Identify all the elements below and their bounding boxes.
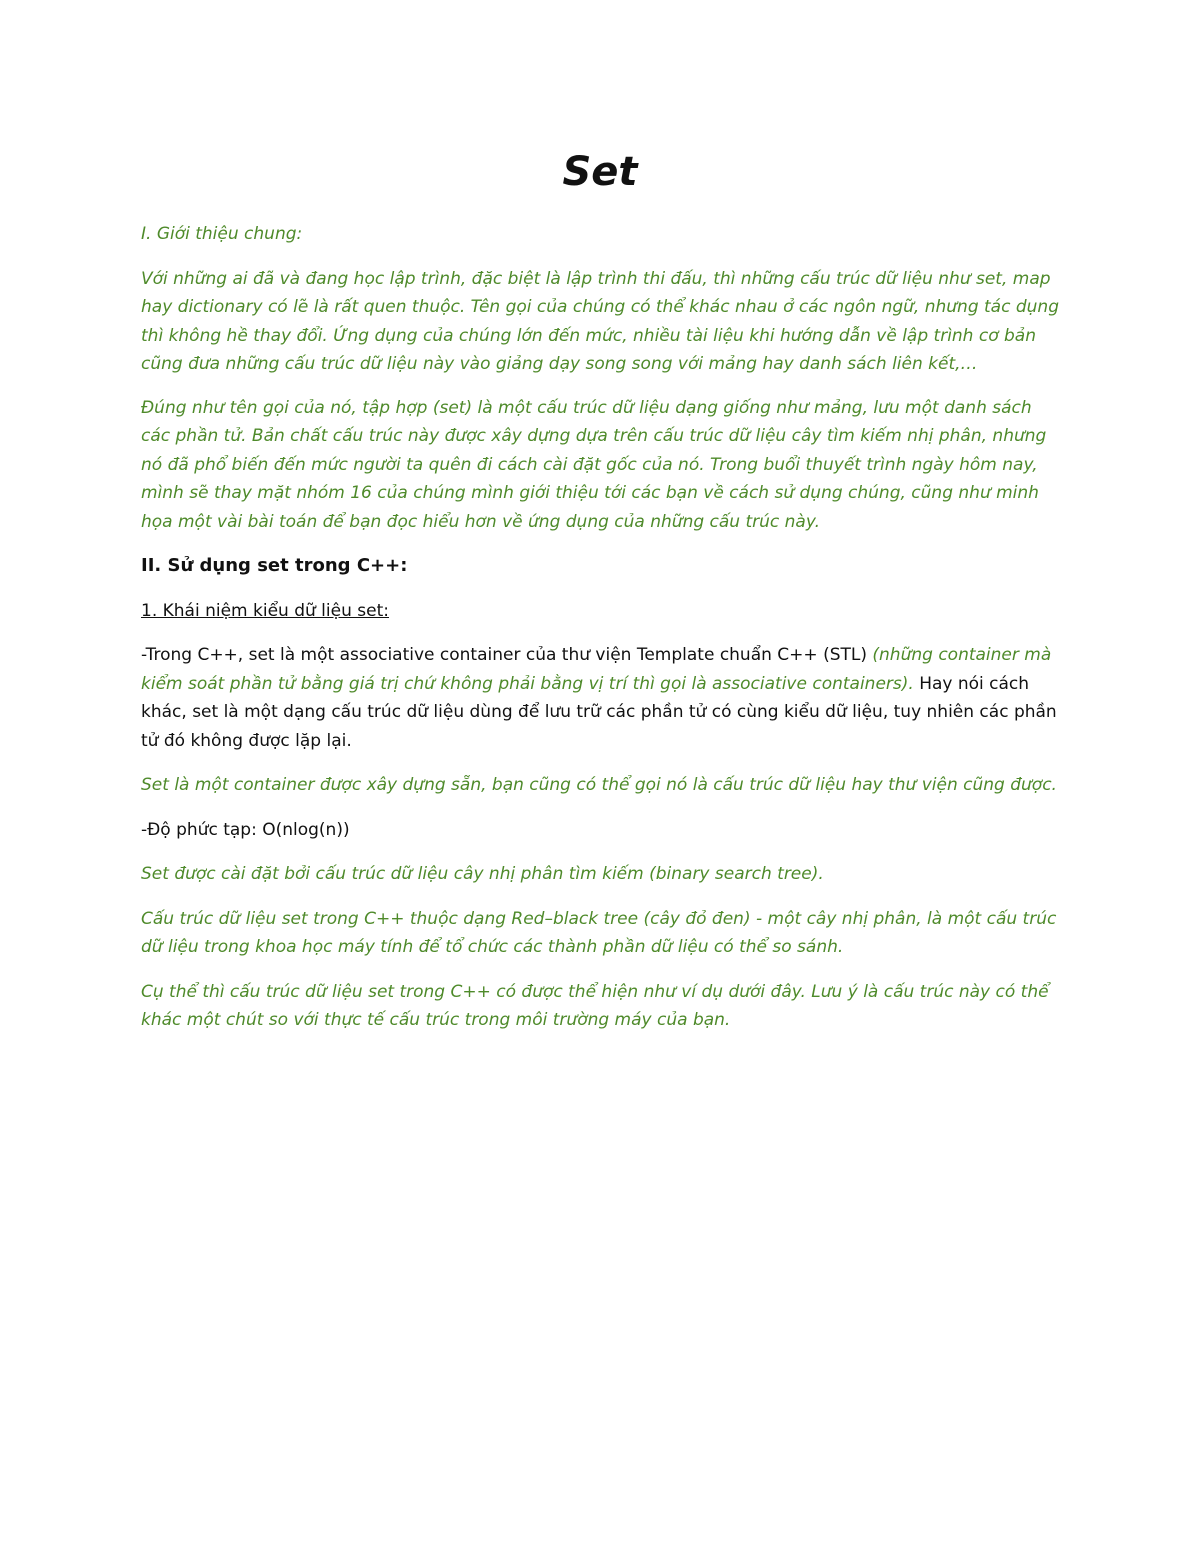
definition-text-2: (những container mà kiểm soát phần tử bằng giá trị chứ không phải bằng vị trí thì gọi là associative containers). bbox=[141, 645, 1052, 694]
definition-text-3: Hay nói cách khác, set là một dạng cấu trúc dữ liệu dùng để lưu trữ các phần tử có cùng kiểu dữ liệu, tuy nhiên các phần tử đó không được lặp lại. bbox=[141, 673, 1057, 751]
section-1-heading: I. Giới thiệu chung: bbox=[141, 224, 303, 244]
note-bst: Set được cài đặt bởi cấu trúc dữ liệu cây nhị phân tìm kiếm (binary search tree). bbox=[141, 864, 824, 884]
definition-paragraph bbox=[141, 641, 1059, 755]
subsection-1-heading: 1. Khái niệm kiểu dữ liệu set: bbox=[141, 600, 389, 621]
note-red-black-tree: Cấu trúc dữ liệu set trong C++ thuộc dạng Red–black tree (cây đỏ đen) - một cây nhị phân, là một cấu trúc dữ liệu trong khoa học máy tính để tổ chức các thành phần dữ liệu có thể so sánh. bbox=[141, 908, 1057, 957]
document-title: Set bbox=[562, 149, 638, 195]
note-example: Cụ thể thì cấu trúc dữ liệu set trong C++ có được thể hiện như ví dụ dưới đây. Lưu ý là cấu trúc này có thể khác một chút so với thực tế cấu trúc trong môi trường máy của bạn. bbox=[141, 981, 1049, 1030]
note-container: Set là một container được xây dựng sẵn, bạn cũng có thể gọi nó là cấu trúc dữ liệu hay thư viện cũng được. bbox=[141, 775, 1057, 795]
definition-text-1: -Trong C++, set là một associative container của thư viện Template chuẩn C++ (STL) bbox=[141, 645, 873, 665]
document-body bbox=[141, 220, 1059, 1035]
complexity-line: -Độ phức tạp: O(nlog(n)) bbox=[141, 819, 350, 840]
section-2-heading: II. Sử dụng set trong C++: bbox=[141, 555, 408, 576]
intro-paragraph-1: Với những ai đã và đang học lập trình, đặc biệt là lập trình thi đấu, thì những cấu trúc dữ liệu như set, map hay dictionary có lẽ là rất quen thuộc. Tên gọi của chúng có thể khác nhau ở các ngôn ngữ, nhưng tác dụng thì không hề thay đổi. Ứng dụng của chúng lớn đến mức, nhiều tài liệu khi hướng dẫn về lập trình cơ bản cũng đưa những cấu trúc dữ liệu này vào giảng dạy song song với mảng hay danh sách liên kết,… bbox=[141, 268, 1059, 374]
intro-paragraph-2: Đúng như tên gọi của nó, tập hợp (set) là một cấu trúc dữ liệu dạng giống như mảng, lưu một danh sách các phần tử. Bản chất cấu trúc này được xây dựng dựa trên cấu trúc dữ liệu cây tìm kiếm nhị phân, nhưng nó đã phổ biến đến mức người ta quên đi cách cài đặt gốc của nó. Trong buổi thuyết trình ngày hôm nay, mình sẽ thay mặt nhóm 16 của chúng mình giới thiệu tới các bạn về cách sử dụng chúng, cũng như minh họa một vài bài toán để bạn đọc hiểu hơn về ứng dụng của những cấu trúc này. bbox=[141, 397, 1047, 532]
